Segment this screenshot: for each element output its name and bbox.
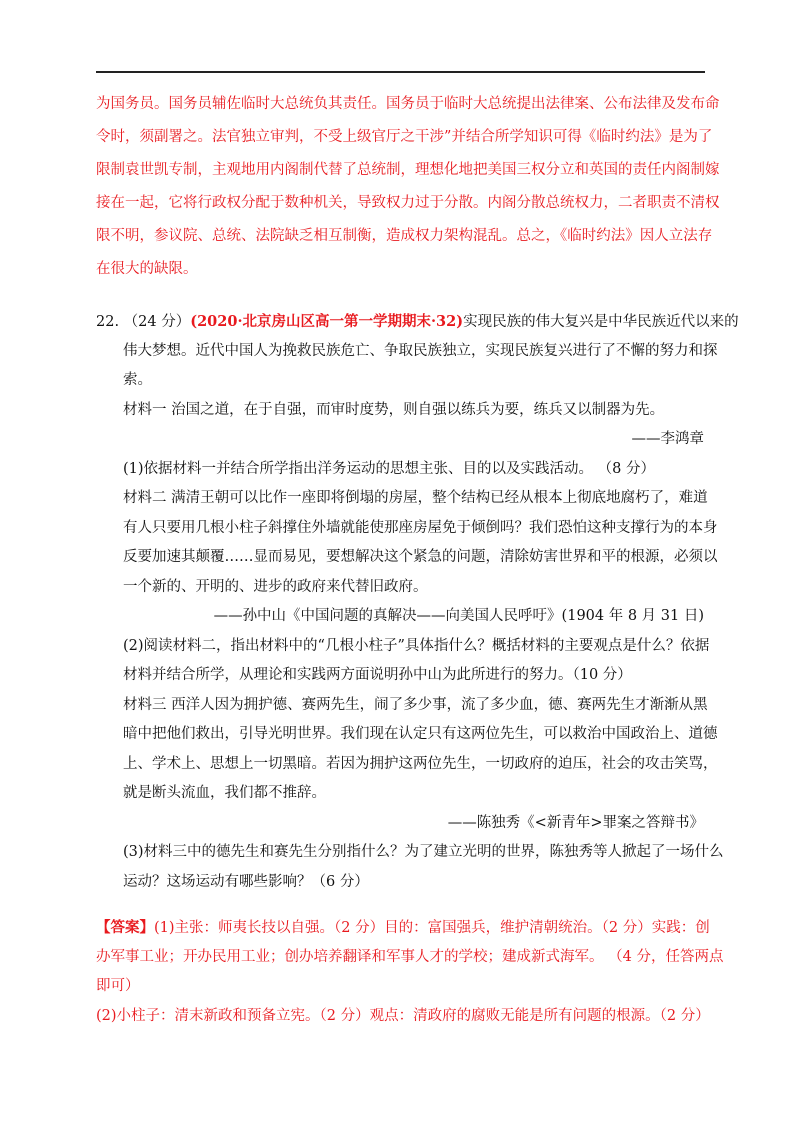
answer-line: 办军事工业；开办民用工业；创办培养翻译和军事人才的学校；建成新式海军。 （4 分，任答两点 <box>96 948 724 965</box>
sub-question-3-line: 运动？这场运动有哪些影响？（6 分） <box>123 873 369 890</box>
sub-question-2-line: 材料并结合所学，从理论和实践两方面说明孙中山为此所进行的努力。（10 分） <box>123 667 632 683</box>
question-score: （24 分） <box>123 314 191 330</box>
material-2-line: 反要加速其颠覆……显而易见，要想解决这个紧急的问题，清除妨害世界和平的根源，必须以 <box>123 549 718 565</box>
answer-tag: 【答案】 <box>96 919 154 936</box>
header-rule <box>96 71 705 73</box>
answer-line: 即可） <box>96 978 140 994</box>
material-3-line: 就是断头流血，我们都不推辞。 <box>123 785 326 801</box>
answer-block <box>96 913 724 1031</box>
question-stem: 实现民族的伟大复兴是中华民族近代以来的 <box>463 314 739 330</box>
material-3-line: 材料三 西洋人因为拥护德、赛两先生，闹了多少事，流了多少血，德、赛两先生才渐渐从黑 <box>123 696 708 713</box>
text-line: 限制袁世凯专制，主观地用内阁制代替了总统制，理想化地把美国三权分立和英国的责任内阁制嫁 <box>96 162 720 178</box>
material-2-source: ——孙中山《中国问题的真解决——向美国人民呼吁》(1904 年 8 月 31 日) <box>213 608 704 624</box>
material-2-line: 有人只要用几根小柱子斜撑住外墙就能使那座房屋免于倾倒吗？我们恐怕这种支撑行为的本身 <box>123 519 718 536</box>
sub-question-1: (1)依据材料一并结合所学指出洋务运动的思想主张、目的以及实践活动。 （8 分） <box>123 460 655 477</box>
material-3-source: ——陈独秀《<新青年>罪案之答辩书》 <box>447 814 704 831</box>
text-line: 为国务员。国务员辅佐临时大总统负其责任。国务员于临时大总统提出法律案、公布法律及发布命 <box>96 96 720 112</box>
text-line: 伟大梦想。近代中国人为挽救民族危亡、争取民族独立，实现民族复兴进行了不懈的努力和探 <box>123 342 718 359</box>
text-line: 在很大的缺限。 <box>96 261 198 277</box>
material-3-line: 上、学术上、思想上一切黑暗。若因为拥护这两位先生，一切政府的迫压，社会的攻击笑骂， <box>123 755 718 772</box>
material-2-line: 一个新的、开明的、进步的政府来代替旧政府。 <box>123 578 428 595</box>
sub-question-3-line: (3)材料三中的德先生和赛先生分别指什么？为了建立光明的世界，陈独秀等人掀起了一场什么 <box>123 844 724 860</box>
text-line: 令时，须副署之。法官独立审判，不受上级官厅之干涉”并结合所学知识可得《临时约法》是为了 <box>96 129 713 145</box>
material-3-line: 暗中把他们救出，引导光明世界。我们现在认定只有这两位先生，可以救治中国政治上、道德 <box>123 726 718 742</box>
answer-line: (2)小柱子：清末新政和预备立宪。（2 分）观点：清政府的腐败无能是所有问题的根源。（2 分） <box>96 1007 710 1024</box>
question-stem-first <box>96 307 739 337</box>
material-1: 材料一 治国之道，在于自强，而审时度势，则自强以练兵为要，练兵又以制器为先。 <box>123 401 665 418</box>
question-number: 22. <box>96 314 120 330</box>
text-line: 接在一起，它将行政权分配于数种机关，导致权力过于分散。内阁分散总统权力，二者职责不清权 <box>96 195 720 211</box>
sub-question-2-line: (2)阅读材料二，指出材料中的“几根小柱子”具体指什么？概括材料的主要观点是什么？依据 <box>123 637 710 654</box>
question-source: (2020·北京房山区高一第一学期期末·32) <box>190 313 464 330</box>
previous-answer <box>96 88 720 286</box>
answer-first-line <box>96 913 708 943</box>
material-1-source: ——李鸿章 <box>631 431 704 447</box>
material-2-line: 材料二 满清王朝可以比作一座即将倒塌的房屋，整个结构已经从根本上彻底地腐朽了，难道 <box>123 490 708 506</box>
text-line: 限不明，参议院、总统、法院缺乏相互制衡，造成权力架构混乱。总之，《临时约法》因人立法存 <box>96 228 713 244</box>
answer-text: (1)主张：师夷长技以自强。（2 分）目的：富国强兵，维护清朝统治。（2 分）实践：创 <box>154 920 710 936</box>
question-22 <box>96 307 739 897</box>
text-line: 索。 <box>123 372 152 388</box>
